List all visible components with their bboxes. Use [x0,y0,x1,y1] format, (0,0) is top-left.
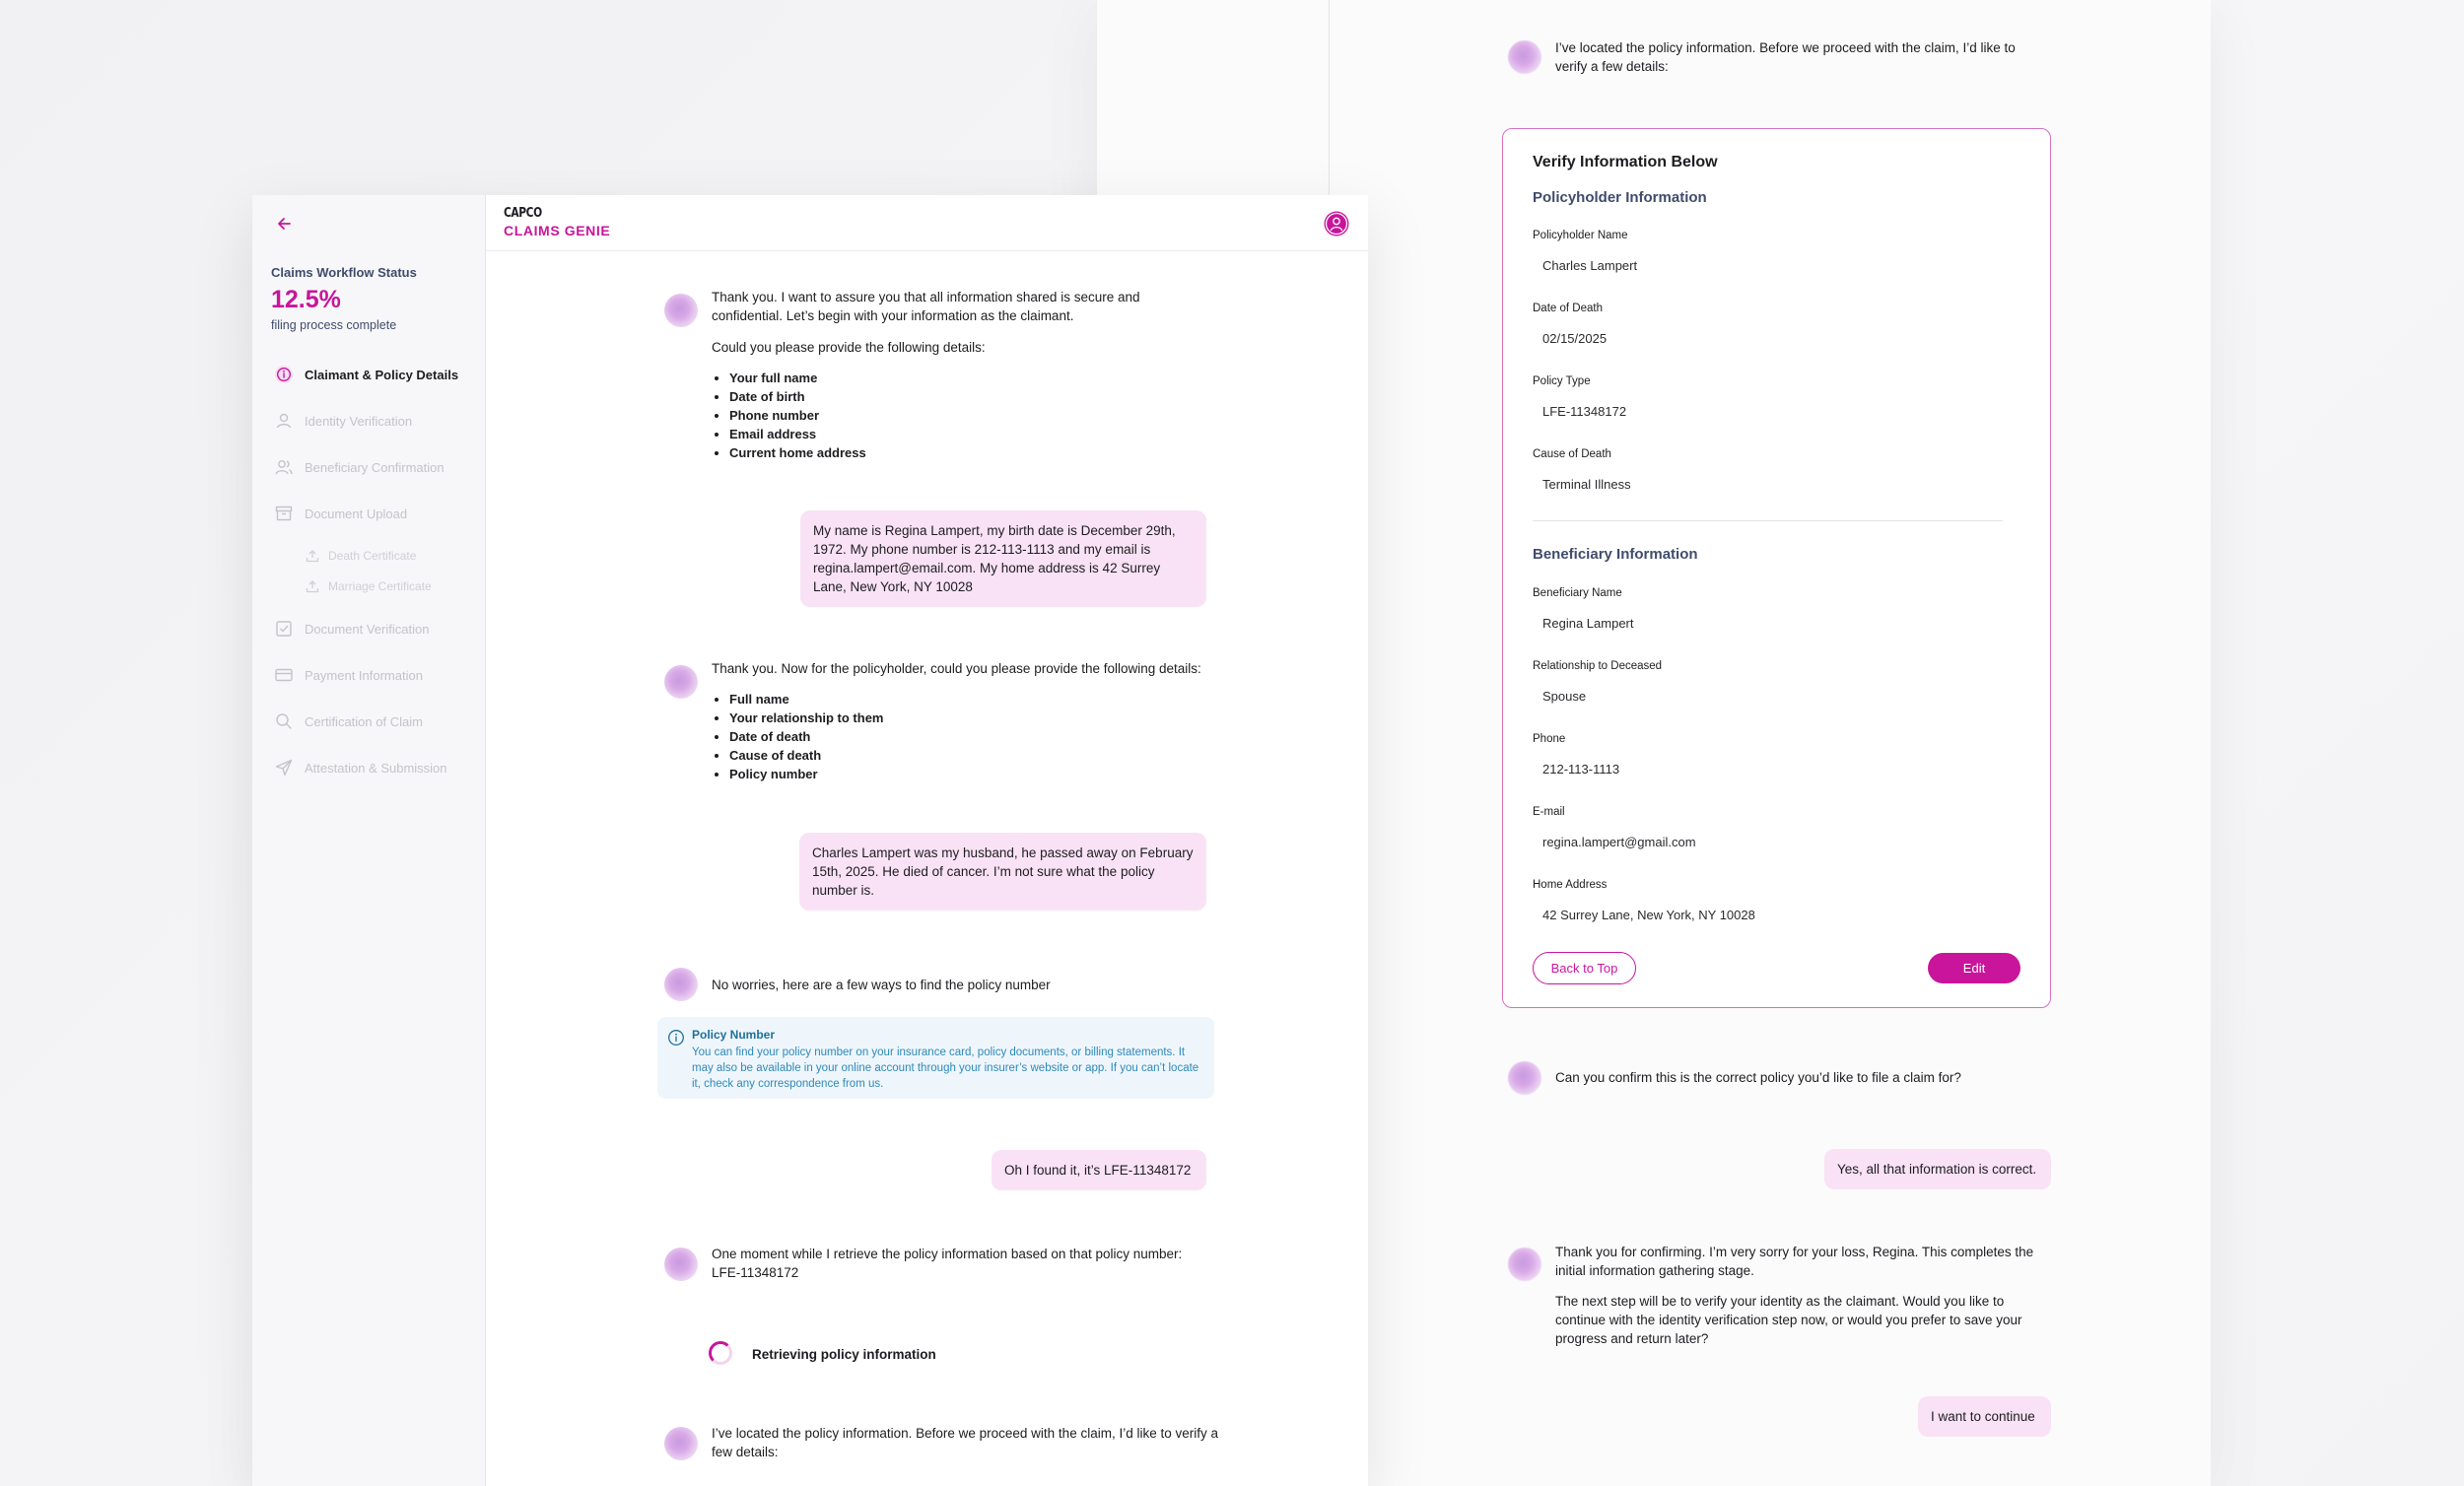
policy-number-info-box [657,1017,1214,1099]
field-value: Terminal Illness [1542,477,1631,492]
list-item: • Your relationship to them [729,709,884,727]
field-value: 02/15/2025 [1542,331,1608,346]
step-label: Claimant & Policy Details [305,367,459,382]
back-arrow-icon[interactable] [274,213,296,235]
list-item: • Email address [729,425,866,443]
assistant-avatar [1508,1061,1541,1095]
info-box-title: Policy Number [692,1028,776,1042]
checkbox-icon [274,619,294,639]
step-label: Payment Information [305,667,423,683]
beneficiary-section-heading: Beneficiary Information [1533,546,1698,563]
assistant-avatar [1508,40,1541,74]
step-label: Document Verification [305,621,430,637]
assistant-avatar [664,1248,698,1281]
user-icon [274,411,294,431]
progress-caption: filing process complete [271,318,397,332]
field-label: Beneficiary Name [1533,587,1622,599]
assistant-message: The next step will be to verify your identity as the claimant. Would you like to continue with the identity verification step now, or would you prefer to save your progress and return later? [1555,1294,2022,1346]
search-icon [274,711,294,731]
assistant-avatar [664,665,698,699]
substep-label: Marriage Certificate [328,579,432,593]
step-label: Beneficiary Confirmation [305,459,445,475]
field-label: Home Address [1533,879,1608,891]
field-label: Cause of Death [1533,448,1611,460]
assistant-avatar [664,294,698,327]
user-message: Yes, all that information is correct. [1824,1149,2051,1189]
list-item: • Current home address [729,443,866,462]
step-label: Attestation & Submission [305,760,447,776]
user-profile-icon[interactable] [1324,211,1349,236]
step-payment-information[interactable] [274,665,423,685]
user-message: I want to continue [1918,1396,2051,1437]
field-label: E-mail [1533,806,1565,818]
step-label: Certification of Claim [305,713,423,729]
step-attestation-submission[interactable] [274,758,447,777]
user-message: Charles Lampert was my husband, he passed away on February 15th, 2025. He died of cancer. I’m not sure what the policy number is. [799,833,1206,911]
list-item: • Your full name [729,369,866,387]
assistant-message: No worries, here are a few ways to find the policy number [712,978,1051,992]
field-label: Policy Type [1533,375,1591,387]
list-item: • Date of death [729,727,884,746]
step-document-upload[interactable] [274,504,407,523]
archive-icon [274,504,294,523]
field-label: Phone [1533,733,1566,745]
field-value: 42 Surrey Lane, New York, NY 10028 [1542,908,1755,922]
assistant-avatar [664,1427,698,1460]
substep-marriage-certificate[interactable] [305,578,432,594]
panel-divider [1329,0,1330,197]
step-label: Identity Verification [305,413,413,429]
list-item: • Policy number [729,765,884,783]
list-item: • Phone number [729,406,866,425]
field-value: regina.lampert@gmail.com [1542,835,1696,849]
assistant-message: Thank you. I want to assure you that all information shared is secure and confidential. Let’s begin with your information as the claimant. [712,290,1140,323]
list-item: • Full name [729,690,884,709]
field-value: Regina Lampert [1542,616,1634,631]
list-item: • Cause of death [729,746,884,765]
progress-percent: 12.5% [271,286,341,313]
credit-card-icon [274,665,294,685]
assistant-message: Thank you for confirming. I’m very sorry for your loss, Regina. This completes the initial information gathering stage. [1555,1245,2034,1278]
users-icon [274,457,294,477]
section-divider [1533,520,2003,521]
substep-label: Death Certificate [328,549,417,563]
step-label: Document Upload [305,506,408,521]
user-message: My name is Regina Lampert, my birth date is December 29th, 1972. My phone number is 212-113-1113 and my email is regina.lampert@email.com. My home address is 42 Surrey Lane, New York, NY 10028 [800,510,1206,607]
field-label: Date of Death [1533,303,1603,314]
field-value: Spouse [1542,689,1587,704]
user-message: Oh I found it, it’s LFE-11348172 [992,1150,1206,1190]
claims-genie-window [252,195,1368,1486]
step-certification-of-claim[interactable] [274,711,423,731]
requested-details-list [712,369,866,462]
substep-death-certificate[interactable] [305,548,416,564]
field-value: 212-113-1113 [1542,762,1620,777]
send-icon [274,758,294,777]
app-header [486,195,1368,251]
assistant-message: Can you confirm this is the correct policy you’d like to file a claim for? [1555,1070,1961,1085]
upload-icon [305,548,320,564]
list-item: • Date of birth [729,387,866,406]
upload-icon [305,578,320,594]
assistant-avatar [664,968,698,1001]
assistant-avatar [1508,1248,1541,1281]
assistant-message: I’ve located the policy information. Before we proceed with the claim, I’d like to verify a few details: [712,1426,1218,1459]
info-circle-icon [274,365,294,384]
card-title: Verify Information Below [1533,154,1718,170]
assistant-message: One moment while I retrieve the policy information based on that policy number: LFE-11348172 [712,1247,1183,1280]
step-document-verification[interactable] [274,619,429,639]
step-identity-verification[interactable] [274,411,412,431]
assistant-message: Thank you. Now for the policyholder, could you please provide the following details: [712,661,1201,676]
brand-product-name: CLAIMS GENIE [504,223,611,238]
step-beneficiary-confirmation[interactable] [274,457,445,477]
brand-logo-capco: CAPCO [504,206,542,221]
info-icon [667,1029,685,1047]
field-value: LFE-11348172 [1542,404,1627,419]
field-label: Policyholder Name [1533,230,1628,241]
step-claimant-policy-details[interactable] [274,365,458,384]
loading-spinner-icon [709,1341,732,1365]
field-label: Relationship to Deceased [1533,660,1663,672]
field-value: Charles Lampert [1542,258,1638,273]
workflow-status-label: Claims Workflow Status [271,265,417,280]
workflow-sidebar [252,195,486,1486]
info-box-body: You can find your policy number on your insurance card, policy documents, or billing statements. It may also be available in your online account through your insurer’s website or app. If you can’t locate it, check any correspondence from us. [692,1047,1199,1090]
back-to-top-button[interactable]: Back to Top [1533,952,1636,984]
verify-information-card [1502,128,2051,1008]
loading-status-text: Retrieving policy information [752,1347,936,1362]
policyholder-details-list [712,690,884,783]
assistant-message: I’ve located the policy information. Before we proceed with the claim, I’d like to verify a few details: [1555,40,2016,74]
edit-button[interactable]: Edit [1928,953,2020,983]
assistant-message: Could you please provide the following details: [712,340,986,355]
policyholder-section-heading: Policyholder Information [1533,189,1707,206]
